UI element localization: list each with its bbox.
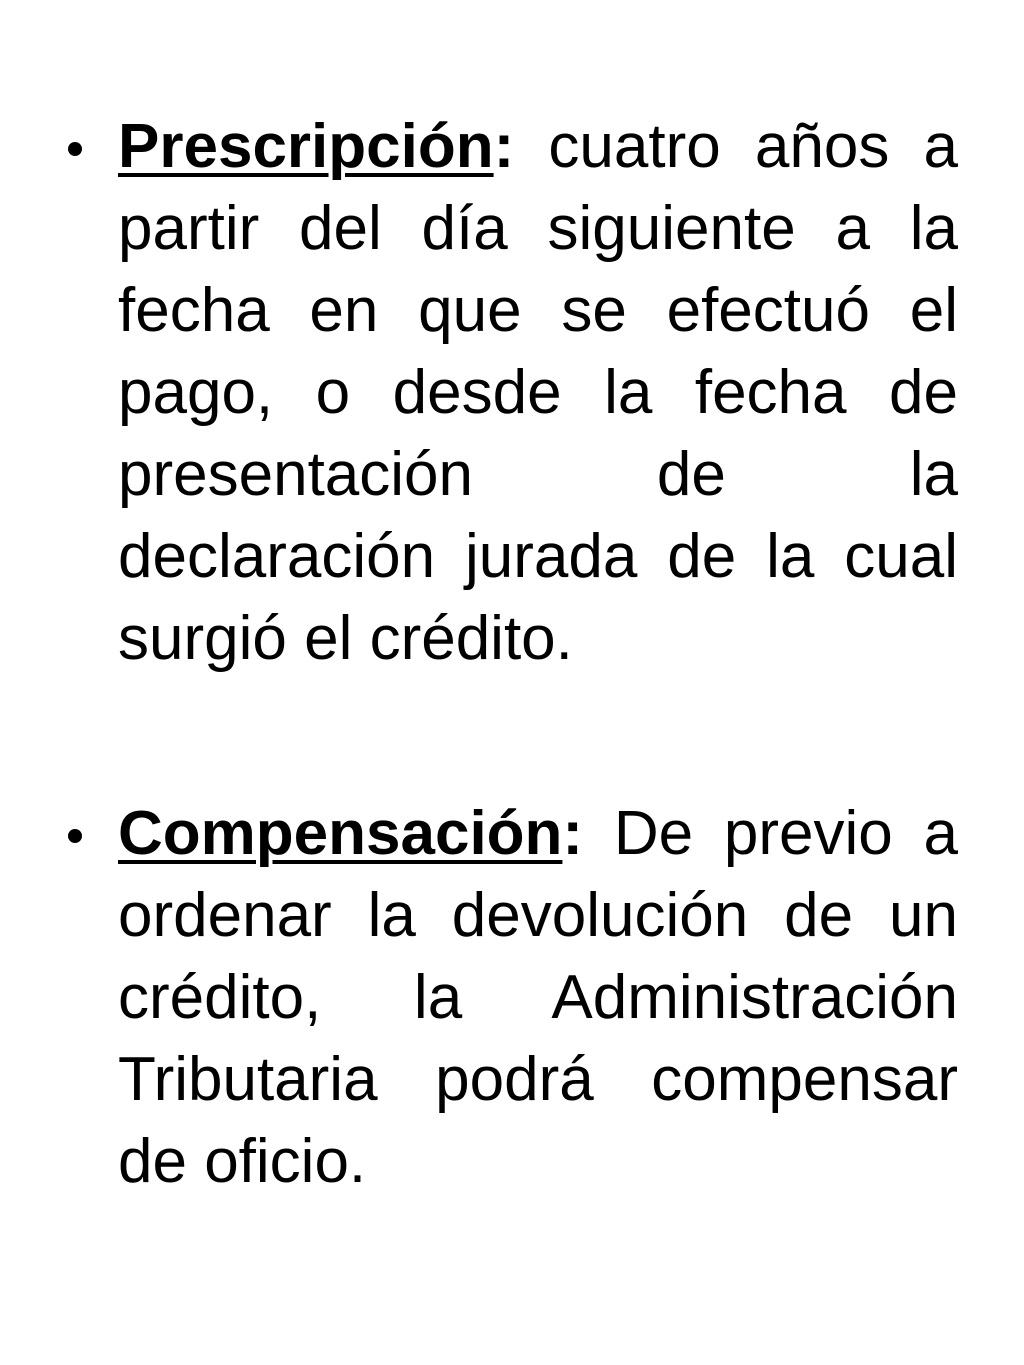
definition-compensacion: De previo a ordenar la devolución de un crédito, la Administración Tributaria podrá compensar de oficio. <box>118 799 958 1196</box>
bullet-dot-icon <box>68 142 82 156</box>
term-colon: : <box>493 112 515 181</box>
term-prescripcion: Prescripción <box>118 112 494 181</box>
bullet-item-prescripcion <box>118 106 958 680</box>
term-compensacion: Compensación <box>118 799 563 868</box>
definition-prescripcion: cuatro años a partir del día siguiente a la fecha en que se efectuó el pago, o desde la fecha de presentación de la declaración jurada de la cual surgió el crédito. <box>118 112 958 673</box>
term-colon: : <box>562 799 584 868</box>
bullet-dot-icon <box>68 829 82 843</box>
bullet-item-compensacion <box>118 793 958 1203</box>
